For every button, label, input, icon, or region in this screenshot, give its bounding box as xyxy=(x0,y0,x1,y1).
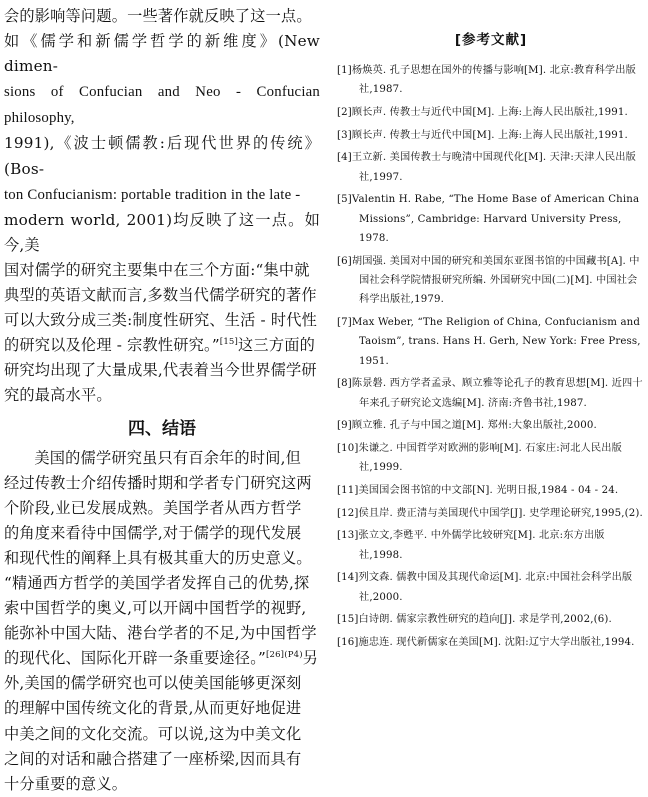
text-line: 中美之间的文化交流。可以说,这为中美文化 xyxy=(4,724,302,743)
text-line: 的现代化、国际化开辟一条重要途径。” xyxy=(4,649,266,668)
text-line: 和现代性的阐释上具有极其重大的历史意义。 xyxy=(4,548,312,567)
text-line: 十分重要的意义。 xyxy=(4,774,128,793)
reference-item: [7]Max Weber, “The Religion of China, Confucianism and Taoism”, trans. Hans H. Gerh, New York: Free Press, 1951. xyxy=(337,317,641,367)
text-line: modern world, 2001)均反映了这一点。如今,美 xyxy=(4,210,320,254)
text-line: 1991),《波士顿儒教:后现代世界的传统》(Bos- xyxy=(4,134,320,178)
citation-marker: [26](P4) xyxy=(265,650,303,661)
section-heading: 四、结语 xyxy=(128,418,196,439)
text-line: 研究均出现了大量成果,代表着当今世界儒学研 xyxy=(4,361,317,380)
text-line: 美国的儒学研究虽只有百余年的时间,但 xyxy=(34,448,302,467)
reference-item: [10]朱谦之. 中国哲学对欧洲的影响[M]. 石家庄:河北人民出版社,1999. xyxy=(337,443,622,474)
text-line: 外,美国的儒学研究也可以使美国能够更深刻 xyxy=(4,674,302,693)
reference-item: [12]侯且岸. 费正清与美国现代中国学[J]. 史学理论研究,1995,(2). xyxy=(337,507,643,519)
text-line: 可以大致分成三类:制度性研究、生活 - 时代性 xyxy=(4,311,318,330)
text-line: “精通西方哲学的美国学者发挥自己的优势,探 xyxy=(4,573,310,592)
reference-item: [11]美国国会图书馆的中文部[N]. 光明日报,1984 - 04 - 24. xyxy=(337,485,619,496)
text-line: 国对儒学的研究主要集中在三个方面:“集中就 xyxy=(4,260,310,279)
paragraph-conclusion xyxy=(4,446,320,797)
text-line: 的角度来看待中国儒学,对于儒学的现代发展 xyxy=(4,523,302,542)
text-line: 个阶段,业已发展成熟。美国学者从西方哲学 xyxy=(4,498,302,517)
reference-item: [5]Valentin H. Rabe, “The Home Base of American China Missions”, Cambridge: Harvard University Press, 1978. xyxy=(337,194,640,244)
text-line: 经过传教士介绍传播时期和学者专门研究这两 xyxy=(4,473,312,492)
text-line: 能弥补中国大陆、港台学者的不足,为中国哲学 xyxy=(4,624,317,643)
reference-item: [6]胡国强. 美国对中国的研究和美国东亚图书馆的中国藏书[A]. 中国社会科学院情报研究所编. 外国研究中国(二)[M]. 中国社会科学出版社,1979. xyxy=(337,255,640,306)
references-column xyxy=(337,28,645,655)
text-line: ton Confucianism: portable tradition in the late - xyxy=(4,186,301,203)
body-text-column xyxy=(4,4,320,797)
reference-item: [9]顾立雅. 孔子与中国之道[M]. 郑州:大象出版社,2000. xyxy=(337,420,597,432)
reference-item: [15]白诗朗. 儒家宗教性研究的趋向[J]. 求是学刊,2002,(6). xyxy=(337,614,612,626)
text-line: 之间的对话和融合搭建了一座桥梁,因而具有 xyxy=(4,749,302,768)
references-title: [参考文献] xyxy=(454,32,528,48)
text-line: 的理解中国传统文化的背景,从而更好地促进 xyxy=(4,699,302,718)
reference-item: [4]王立新. 美国传教士与晚清中国现代化[M]. 天津:天津人民出版社,1997. xyxy=(337,152,636,183)
text-line: 的研究以及伦理 - 宗教性研究。” xyxy=(4,336,220,355)
paragraph-confucian-studies xyxy=(4,4,320,409)
reference-item: [3]顾长声. 传教士与近代中国[M]. 上海:上海人民出版社,1991. xyxy=(337,129,628,141)
reference-list xyxy=(337,61,645,652)
text-line: 如《儒学和新儒学哲学的新维度》(New dimen- xyxy=(4,32,320,76)
reference-item: [2]顾长声. 传教士与近代中国[M]. 上海:上海人民出版社,1991. xyxy=(337,107,628,118)
reference-item: [8]陈景磐. 西方学者孟录、顾立雅等论孔子的教育思想[M]. 近四十年来孔子研究论文选编[M]. 济南:齐鲁书社,1987. xyxy=(337,378,643,409)
text-line: 究的最高水平。 xyxy=(4,386,112,405)
reference-item: [1]杨焕英. 孔子思想在国外的传播与影响[M]. 北京:教育科学出版社,1987. xyxy=(337,65,636,96)
reference-item: [14]列文森. 儒教中国及其现代命运[M]. 北京:中国社会科学出版社,2000. xyxy=(337,572,633,603)
text-line: 另 xyxy=(302,649,319,668)
text-line: 这三方面的 xyxy=(238,336,315,355)
reference-item: [13]张立文,李甦平. 中外儒学比较研究[M]. 北京:东方出版社,1998. xyxy=(337,530,605,561)
text-line: 会的影响等问题。一些著作就反映了这一点。 xyxy=(4,7,312,25)
reference-item: [16]施忠连. 现代新儒家在美国[M]. 沈阳:辽宁大学出版社,1994. xyxy=(337,636,635,648)
text-line: sions of Confucian and Neo - Confucian philosophy, xyxy=(4,84,320,127)
citation-marker: [15] xyxy=(219,337,239,348)
text-line: 典型的英语文献而言,多数当代儒学研究的著作 xyxy=(4,286,317,305)
text-line: 索中国哲学的奥义,可以开阔中国哲学的视野, xyxy=(4,599,307,618)
